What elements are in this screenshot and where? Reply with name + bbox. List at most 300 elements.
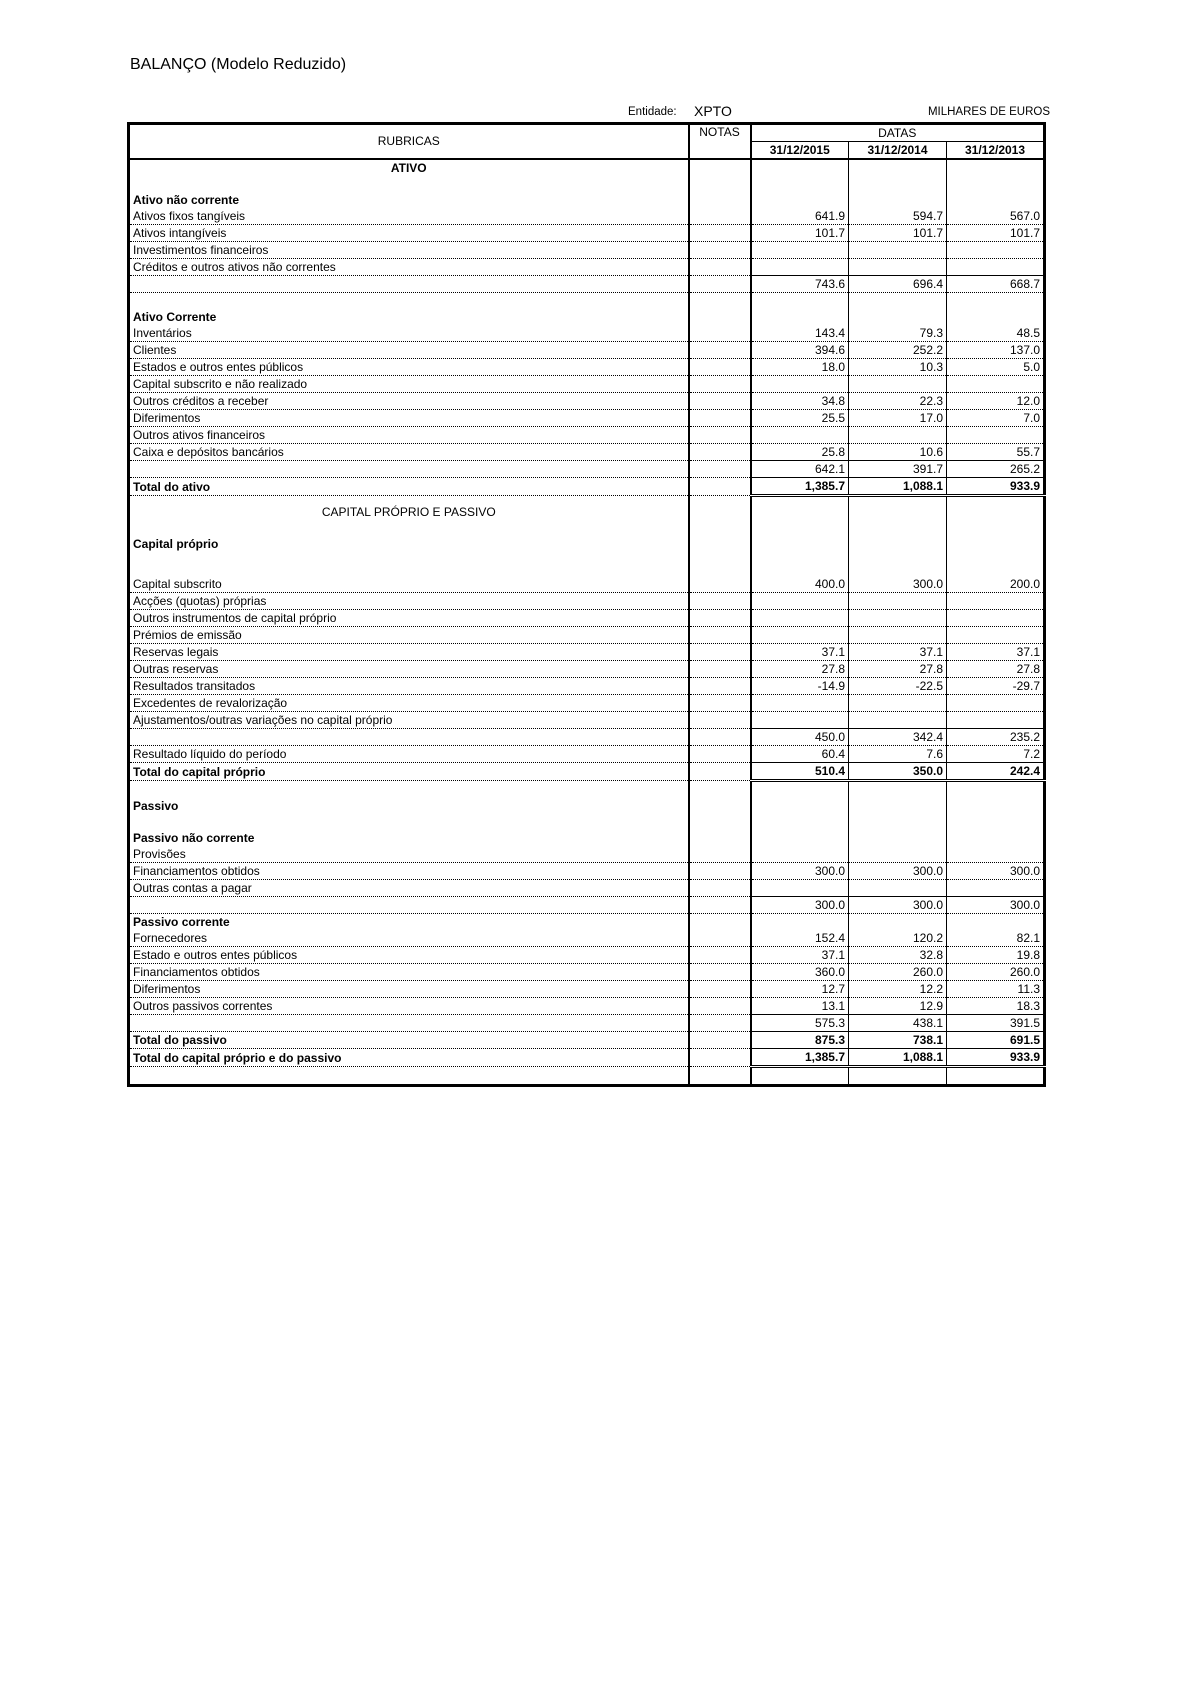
table-row [129, 593, 1045, 610]
row-value: 575.3 [751, 1015, 849, 1032]
row-label: Créditos e outros ativos não correntes [129, 259, 689, 276]
row-label: Provisões [129, 846, 689, 863]
table-row [129, 998, 1045, 1015]
row-value: 82.1 [947, 930, 1045, 947]
row-value: 60.4 [751, 746, 849, 763]
row-notas [689, 560, 751, 576]
row-value [947, 610, 1045, 627]
row-value [947, 914, 1045, 931]
row-value [947, 627, 1045, 644]
row-label: Diferimentos [129, 410, 689, 427]
row-label [129, 1067, 689, 1086]
row-label: Diferimentos [129, 981, 689, 998]
row-value: 933.9 [947, 1049, 1045, 1067]
row-value: 18.3 [947, 998, 1045, 1015]
row-value: 12.7 [751, 981, 849, 998]
row-value [849, 159, 947, 176]
row-value [947, 427, 1045, 444]
row-value: 37.1 [751, 947, 849, 964]
row-value: 37.1 [947, 644, 1045, 661]
row-label: Financiamentos obtidos [129, 863, 689, 880]
row-notas [689, 192, 751, 208]
row-value: 7.0 [947, 410, 1045, 427]
row-label [129, 461, 689, 478]
row-value [751, 496, 849, 529]
row-value [849, 610, 947, 627]
row-value: 360.0 [751, 964, 849, 981]
row-value [849, 309, 947, 325]
table-row [129, 427, 1045, 444]
row-notas [689, 880, 751, 897]
row-value [849, 293, 947, 310]
row-value: 34.8 [751, 393, 849, 410]
table-row [129, 661, 1045, 678]
row-label [129, 1015, 689, 1032]
row-value [751, 192, 849, 208]
row-value: 1,385.7 [751, 1049, 849, 1067]
row-label: Total do capital próprio e do passivo [129, 1049, 689, 1067]
table-row [129, 729, 1045, 746]
table-row [129, 576, 1045, 593]
entity-value: XPTO [694, 103, 732, 119]
row-value [751, 176, 849, 192]
row-notas [689, 798, 751, 814]
row-label: Clientes [129, 342, 689, 359]
table-row [129, 930, 1045, 947]
row-label: Ativos intangíveis [129, 225, 689, 242]
row-value: 7.6 [849, 746, 947, 763]
row-value [947, 259, 1045, 276]
header-date-2015: 31/12/2015 [751, 142, 849, 160]
row-value: 7.2 [947, 746, 1045, 763]
row-value [947, 781, 1045, 799]
row-value [751, 798, 849, 814]
row-value: 79.3 [849, 325, 947, 342]
row-value: 200.0 [947, 576, 1045, 593]
row-value [947, 376, 1045, 393]
row-value: 12.0 [947, 393, 1045, 410]
table-row [129, 376, 1045, 393]
table-row [129, 914, 1045, 931]
row-value: 450.0 [751, 729, 849, 746]
row-value [849, 798, 947, 814]
row-value: 22.3 [849, 393, 947, 410]
table-row [129, 695, 1045, 712]
row-notas [689, 981, 751, 998]
row-value [751, 1067, 849, 1086]
row-value: 242.4 [947, 763, 1045, 781]
row-notas [689, 695, 751, 712]
row-value: 1,088.1 [849, 1049, 947, 1067]
row-value: 300.0 [947, 897, 1045, 914]
row-label: Estado e outros entes públicos [129, 947, 689, 964]
row-value [751, 712, 849, 729]
table-row [129, 627, 1045, 644]
row-label: Ativo não corrente [129, 192, 689, 208]
row-value: 691.5 [947, 1032, 1045, 1049]
row-value [751, 560, 849, 576]
row-notas [689, 1067, 751, 1086]
table-row [129, 276, 1045, 293]
table-row [129, 781, 1045, 799]
table-row [129, 478, 1045, 496]
row-notas [689, 814, 751, 830]
row-label: Acções (quotas) próprias [129, 593, 689, 610]
row-value [947, 159, 1045, 176]
row-value: 152.4 [751, 930, 849, 947]
row-value: 27.8 [849, 661, 947, 678]
row-value: 300.0 [849, 576, 947, 593]
row-value: 350.0 [849, 763, 947, 781]
row-label: Investimentos financeiros [129, 242, 689, 259]
row-value: 18.0 [751, 359, 849, 376]
row-value [849, 627, 947, 644]
row-value [849, 560, 947, 576]
row-value: 10.3 [849, 359, 947, 376]
row-value: 738.1 [849, 1032, 947, 1049]
row-notas [689, 964, 751, 981]
row-value: -14.9 [751, 678, 849, 695]
table-row [129, 746, 1045, 763]
row-value [947, 814, 1045, 830]
row-value [947, 830, 1045, 846]
row-label: Caixa e depósitos bancários [129, 444, 689, 461]
row-label: Total do ativo [129, 478, 689, 496]
row-value: 12.2 [849, 981, 947, 998]
row-notas [689, 846, 751, 863]
row-label: Resultados transitados [129, 678, 689, 695]
table-row [129, 309, 1045, 325]
header-rubricas: RUBRICAS [129, 124, 689, 160]
table-row [129, 208, 1045, 225]
row-value [751, 427, 849, 444]
table-row [129, 678, 1045, 695]
row-label: Inventários [129, 325, 689, 342]
table-row [129, 496, 1045, 529]
row-notas [689, 610, 751, 627]
row-notas [689, 478, 751, 496]
row-value: 265.2 [947, 461, 1045, 478]
table-row [129, 814, 1045, 830]
header-date-2014: 31/12/2014 [849, 142, 947, 160]
document-title: BALANÇO (Modelo Reduzido) [130, 56, 347, 73]
table-row [129, 410, 1045, 427]
row-value: 120.2 [849, 930, 947, 947]
table-row [129, 880, 1045, 897]
row-value: 11.3 [947, 981, 1045, 998]
row-notas [689, 159, 751, 176]
table-row [129, 863, 1045, 880]
row-label: Ativos fixos tangíveis [129, 208, 689, 225]
row-notas [689, 496, 751, 529]
row-notas [689, 359, 751, 376]
row-value: 260.0 [849, 964, 947, 981]
row-notas [689, 729, 751, 746]
row-label: Outros créditos a receber [129, 393, 689, 410]
table-row [129, 176, 1045, 192]
row-value: -29.7 [947, 678, 1045, 695]
row-notas [689, 830, 751, 846]
table-row [129, 444, 1045, 461]
table-row [129, 798, 1045, 814]
row-notas [689, 763, 751, 781]
table-row [129, 1067, 1045, 1086]
row-value: 1,088.1 [849, 478, 947, 496]
row-value: 300.0 [751, 863, 849, 880]
row-value: 391.5 [947, 1015, 1045, 1032]
row-value: 641.9 [751, 208, 849, 225]
row-notas [689, 930, 751, 947]
row-value [947, 309, 1045, 325]
row-value [947, 496, 1045, 529]
row-value: 25.8 [751, 444, 849, 461]
row-value: 13.1 [751, 998, 849, 1015]
row-value [751, 528, 849, 560]
row-notas [689, 410, 751, 427]
row-value [751, 627, 849, 644]
row-value: 696.4 [849, 276, 947, 293]
row-value [947, 695, 1045, 712]
row-value: 252.2 [849, 342, 947, 359]
entity-label: Entidade: [628, 106, 677, 118]
row-value [947, 293, 1045, 310]
row-value: 32.8 [849, 947, 947, 964]
row-value [751, 880, 849, 897]
row-label: Passivo corrente [129, 914, 689, 931]
row-value [849, 846, 947, 863]
row-value: 27.8 [751, 661, 849, 678]
row-label: Capital subscrito e não realizado [129, 376, 689, 393]
row-value [947, 1067, 1045, 1086]
row-label: Reservas legais [129, 644, 689, 661]
table-row [129, 225, 1045, 242]
row-value [751, 914, 849, 931]
row-notas [689, 914, 751, 931]
row-value [947, 880, 1045, 897]
row-value [947, 176, 1045, 192]
row-value: 19.8 [947, 947, 1045, 964]
row-value [849, 712, 947, 729]
table-row [129, 393, 1045, 410]
row-label: Ativo Corrente [129, 309, 689, 325]
row-label: Passivo não corrente [129, 830, 689, 846]
row-value [849, 695, 947, 712]
row-label: Outros passivos correntes [129, 998, 689, 1015]
row-label: Ajustamentos/outras variações no capital próprio [129, 712, 689, 729]
row-notas [689, 208, 751, 225]
row-notas [689, 325, 751, 342]
row-value: 743.6 [751, 276, 849, 293]
table-row [129, 461, 1045, 478]
row-value: 300.0 [849, 897, 947, 914]
row-value [751, 309, 849, 325]
table-row [129, 897, 1045, 914]
row-value [751, 846, 849, 863]
row-label: Fornecedores [129, 930, 689, 947]
row-notas [689, 627, 751, 644]
row-value: 17.0 [849, 410, 947, 427]
table-row [129, 610, 1045, 627]
table-row [129, 242, 1045, 259]
table-row [129, 528, 1045, 560]
row-value [849, 880, 947, 897]
row-label: ATIVO [129, 159, 689, 176]
row-value [947, 712, 1045, 729]
table-row [129, 763, 1045, 781]
row-notas [689, 376, 751, 393]
row-value [751, 781, 849, 799]
row-notas [689, 242, 751, 259]
row-label [129, 781, 689, 799]
row-value: 642.1 [751, 461, 849, 478]
row-label: Excedentes de revalorização [129, 695, 689, 712]
row-value [849, 1067, 947, 1086]
row-notas [689, 393, 751, 410]
row-value [751, 593, 849, 610]
table-row [129, 293, 1045, 310]
row-notas [689, 342, 751, 359]
row-value [751, 610, 849, 627]
row-value: 400.0 [751, 576, 849, 593]
row-label: Capital subscrito [129, 576, 689, 593]
row-notas [689, 276, 751, 293]
table-row [129, 947, 1045, 964]
row-label [129, 176, 689, 192]
row-value: 668.7 [947, 276, 1045, 293]
row-notas [689, 781, 751, 799]
row-value: 27.8 [947, 661, 1045, 678]
row-label: Outras reservas [129, 661, 689, 678]
row-value: 300.0 [947, 863, 1045, 880]
row-label [129, 293, 689, 310]
row-label [129, 729, 689, 746]
row-value [849, 593, 947, 610]
row-value: 300.0 [751, 897, 849, 914]
table-row [129, 830, 1045, 846]
row-label: Passivo [129, 798, 689, 814]
row-value: 235.2 [947, 729, 1045, 746]
row-notas [689, 947, 751, 964]
row-label [129, 897, 689, 914]
row-value [849, 192, 947, 208]
row-notas [689, 309, 751, 325]
row-value: 438.1 [849, 1015, 947, 1032]
row-value [947, 192, 1045, 208]
row-notas [689, 644, 751, 661]
row-value [751, 259, 849, 276]
table-row [129, 325, 1045, 342]
row-value: 594.7 [849, 208, 947, 225]
row-value [849, 781, 947, 799]
row-label: Outros ativos financeiros [129, 427, 689, 444]
row-value [947, 560, 1045, 576]
entity-line [130, 104, 1050, 120]
row-value [947, 528, 1045, 560]
row-value: 55.7 [947, 444, 1045, 461]
row-value: 101.7 [947, 225, 1045, 242]
row-value [947, 593, 1045, 610]
row-value [849, 427, 947, 444]
row-notas [689, 897, 751, 914]
row-value: 101.7 [849, 225, 947, 242]
row-value [947, 242, 1045, 259]
row-value [849, 914, 947, 931]
table-row [129, 192, 1045, 208]
row-label: Estados e outros entes públicos [129, 359, 689, 376]
table-row [129, 560, 1045, 576]
row-label: Prémios de emissão [129, 627, 689, 644]
row-notas [689, 678, 751, 695]
row-label: Resultado líquido do período [129, 746, 689, 763]
row-notas [689, 746, 751, 763]
balance-rows [129, 159, 1045, 1086]
row-notas [689, 461, 751, 478]
balance-sheet-table [127, 122, 1046, 1087]
row-notas [689, 576, 751, 593]
row-value: 567.0 [947, 208, 1045, 225]
row-label: Outros instrumentos de capital próprio [129, 610, 689, 627]
row-value [849, 259, 947, 276]
row-notas [689, 259, 751, 276]
row-value [751, 293, 849, 310]
row-notas [689, 1049, 751, 1067]
row-notas [689, 661, 751, 678]
row-notas [689, 1015, 751, 1032]
row-notas [689, 863, 751, 880]
table-row [129, 1032, 1045, 1049]
row-notas [689, 225, 751, 242]
row-value [751, 814, 849, 830]
row-label: Total do capital próprio [129, 763, 689, 781]
row-value: 510.4 [751, 763, 849, 781]
row-value [849, 242, 947, 259]
row-value [849, 496, 947, 529]
header-notas: NOTAS [689, 124, 751, 160]
row-notas [689, 593, 751, 610]
table-row [129, 846, 1045, 863]
row-notas [689, 528, 751, 560]
row-value: 143.4 [751, 325, 849, 342]
table-row [129, 1049, 1045, 1067]
row-value [849, 176, 947, 192]
row-value: 260.0 [947, 964, 1045, 981]
row-value: 101.7 [751, 225, 849, 242]
row-value [947, 798, 1045, 814]
row-value: -22.5 [849, 678, 947, 695]
row-notas [689, 427, 751, 444]
table-row [129, 1015, 1045, 1032]
row-value: 875.3 [751, 1032, 849, 1049]
units-label: MILHARES DE EUROS [927, 106, 1050, 118]
row-value [751, 376, 849, 393]
row-value: 933.9 [947, 478, 1045, 496]
row-value: 37.1 [849, 644, 947, 661]
row-label: Outras contas a pagar [129, 880, 689, 897]
row-value: 391.7 [849, 461, 947, 478]
row-value [849, 376, 947, 393]
row-value [751, 242, 849, 259]
row-value: 10.6 [849, 444, 947, 461]
table-row [129, 359, 1045, 376]
table-row [129, 981, 1045, 998]
row-value: 12.9 [849, 998, 947, 1015]
row-value: 37.1 [751, 644, 849, 661]
row-notas [689, 998, 751, 1015]
row-notas [689, 444, 751, 461]
row-label [129, 276, 689, 293]
header-datas: DATAS [751, 124, 1045, 142]
row-value: 137.0 [947, 342, 1045, 359]
